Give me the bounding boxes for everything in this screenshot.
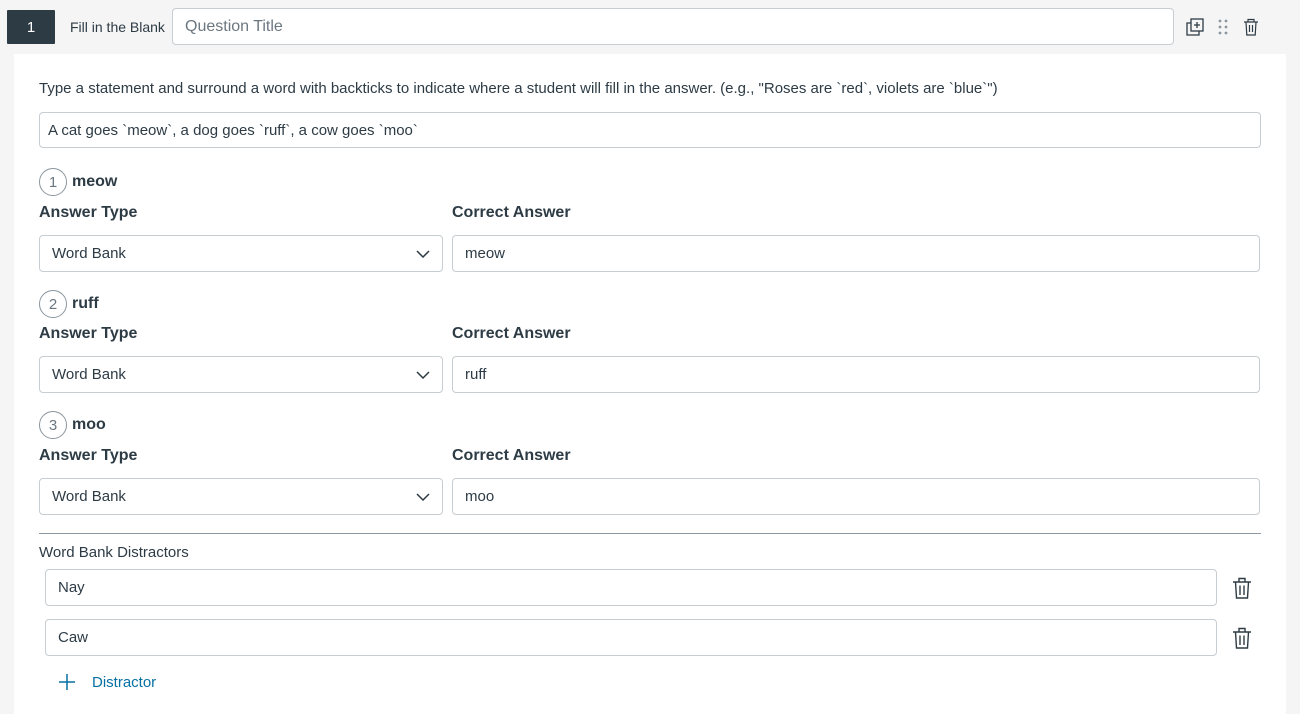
add-distractor-label: Distractor <box>92 673 157 691</box>
question-number: 1 <box>7 10 55 44</box>
correct-answer-label: Correct Answer <box>452 447 571 464</box>
blank-number-badge: 1 <box>39 168 67 196</box>
trash-icon[interactable] <box>1230 576 1254 600</box>
trash-icon[interactable] <box>1240 16 1262 38</box>
distractors-heading: Word Bank Distractors <box>39 544 189 561</box>
chevron-down-icon <box>416 371 430 379</box>
answer-type-label: Answer Type <box>39 447 138 464</box>
answer-type-label: Answer Type <box>39 204 138 221</box>
correct-answer-label: Correct Answer <box>452 325 571 342</box>
drag-handle-icon[interactable] <box>1212 16 1234 38</box>
answer-type-select[interactable] <box>39 356 443 393</box>
answer-type-label: Answer Type <box>39 325 138 342</box>
blank-word: meow <box>72 173 118 190</box>
chevron-down-icon <box>416 493 430 501</box>
chevron-down-icon <box>416 250 430 258</box>
answer-type-select[interactable] <box>39 478 443 515</box>
correct-answer-input[interactable] <box>452 478 1260 515</box>
blank-number-badge: 3 <box>39 411 67 439</box>
blank-word: ruff <box>72 295 99 312</box>
blank-word: moo <box>72 416 106 433</box>
answer-type-value: Word Bank <box>52 366 126 383</box>
answer-type-value: Word Bank <box>52 488 126 505</box>
question-title-input[interactable] <box>172 8 1174 45</box>
blank-number-badge: 2 <box>39 290 67 318</box>
add-distractor-button[interactable] <box>58 670 156 694</box>
correct-answer-label: Correct Answer <box>452 204 571 221</box>
plus-icon <box>58 673 76 691</box>
correct-answer-input[interactable] <box>452 356 1260 393</box>
statement-input[interactable] <box>39 112 1261 148</box>
distractor-input[interactable] <box>45 569 1217 606</box>
correct-answer-input[interactable] <box>452 235 1260 272</box>
answer-type-value: Word Bank <box>52 245 126 262</box>
distractor-input[interactable] <box>45 619 1217 656</box>
trash-icon[interactable] <box>1230 626 1254 650</box>
section-divider <box>39 533 1261 534</box>
instructions-text: Type a statement and surround a word with backticks to indicate where a student will fill in the answer. (e.g., "Roses are `red`, violets are `blue`") <box>39 80 998 97</box>
answer-type-select[interactable] <box>39 235 443 272</box>
question-header <box>0 0 1300 54</box>
duplicate-icon[interactable] <box>1184 16 1206 38</box>
question-type-label: Fill in the Blank <box>70 19 165 35</box>
